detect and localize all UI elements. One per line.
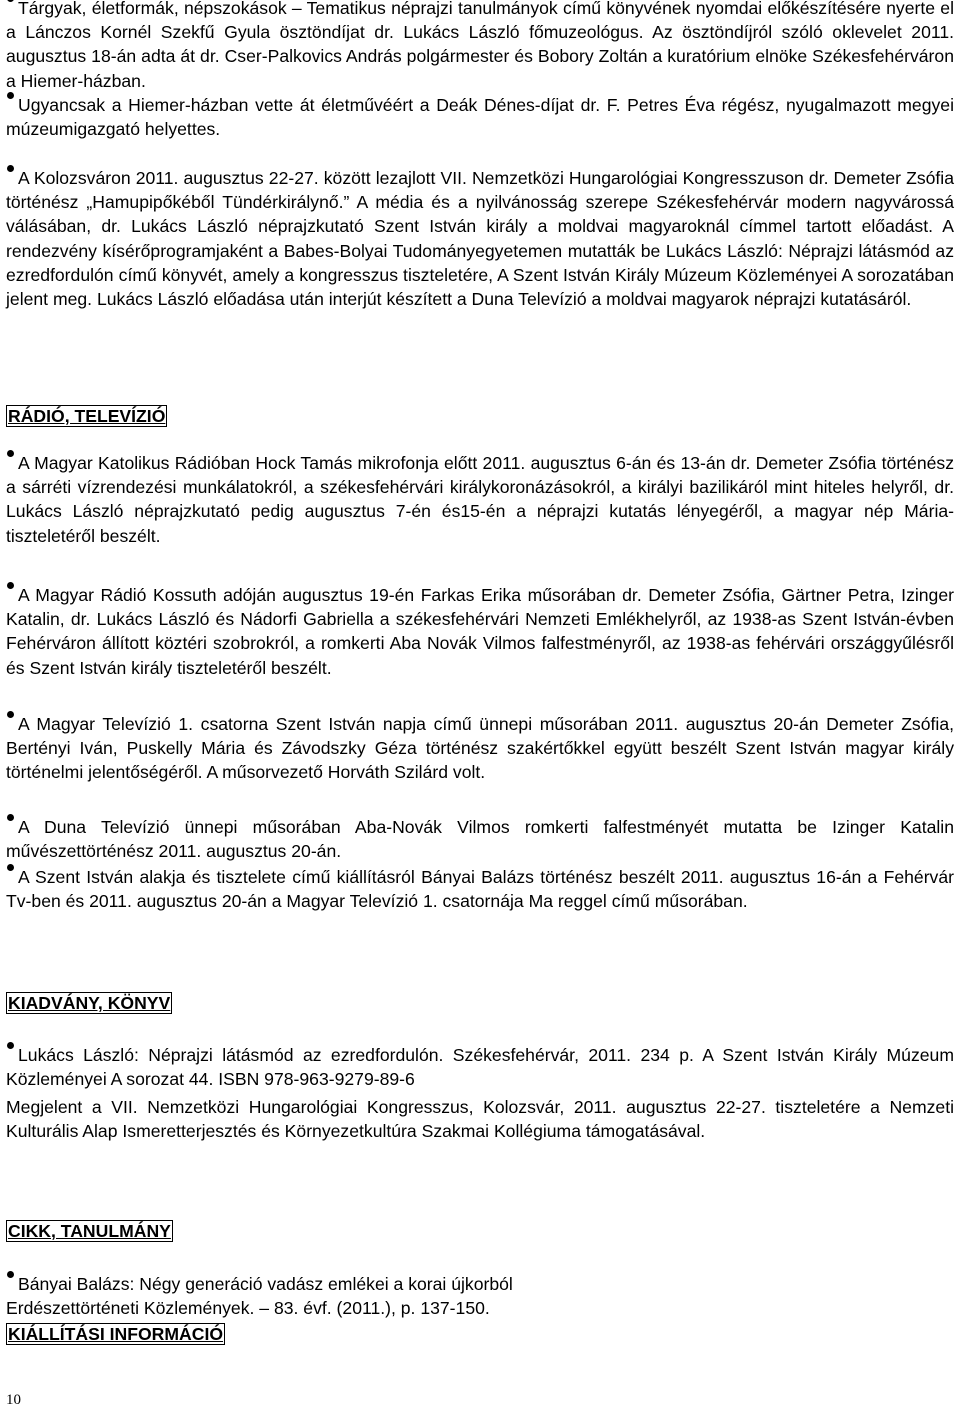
bullet-icon <box>6 1051 16 1061</box>
bullet-icon <box>6 873 16 883</box>
paragraph-text: Tárgyak, életformák, népszokások – Tematikus néprajzi tanulmányok című könyvének nyomdai előkészítésére nyerte el a Lánczos Kornél Szekfű Gyula ösztöndíjat dr. Lukács László főmuzeológus. Az ösztöndíjról szóló oklevelet 2011. augusztus 18-án adta át dr. Cser-Palkovics András polgármester és Bobory Zoltán a kuratórium elnöke Székesfehérváron a Hiemer-házban. <box>6 0 954 91</box>
paragraph-scholarship <box>6 0 954 93</box>
paragraph-text: Megjelent a VII. Nemzetközi Hungarológiai Kongresszus, Kolozsvár, 2011. augusztus 22-27. tiszteletére a Nemzeti Kulturális Alap Ismeretterjesztés és Környezetkultúra Szakmai Kollégiuma támogatásával. <box>6 1097 954 1142</box>
paragraph-mtv1 <box>6 712 954 785</box>
paragraph-text: Lukács László: Néprajzi látásmód az ezredfordulón. Székesfehérvár, 2011. 234 p. A Szent István Király Múzeum Közleményei A sorozat 44. ISBN 978-963-9279-89-6 <box>6 1045 954 1090</box>
page-number: 10 <box>6 1392 21 1408</box>
bullet-icon <box>6 174 16 184</box>
paragraph-text: A Duna Televízió ünnepi műsorában Aba-Novák Vilmos romkerti falfestményét mutatta be Izinger Katalin művészettörténész 2011. augusztus 20-án. <box>6 817 954 862</box>
paragraph-book <box>6 1043 954 1091</box>
bullet-icon <box>6 1280 16 1290</box>
bullet-icon <box>6 591 16 601</box>
paragraph-article-source <box>6 1296 954 1320</box>
paragraph-kossuth-radio <box>6 583 954 680</box>
section-heading-radio-tv: RÁDIÓ, TELEVÍZIÓ <box>8 406 166 426</box>
paragraph-congress <box>6 166 954 311</box>
paragraph-text: A Magyar Katolikus Rádióban Hock Tamás mikrofonja előtt 2011. augusztus 6-án és 13-án dr. Demeter Zsófia történész a sárréti vízrendezési munkálatokról, a székesfehérvári királykoronázásokról, a királyi bazilikáról mint hiteles helyről, dr. Lukács László néprajzkutató pedig augusztus 7-én és15-én a néprajzi kutatás lényegéről, a magyar nép Mária-tiszteletéről beszélt. <box>6 453 954 546</box>
paragraph-text: Bányai Balázs: Négy generáció vadász emlékei a korai újkorból <box>18 1274 513 1294</box>
bullet-icon <box>6 101 16 111</box>
paragraph-book-note <box>6 1095 954 1143</box>
paragraph-text: A Kolozsváron 2011. augusztus 22-27. között lezajlott VII. Nemzetközi Hungarológiai Kongresszuson dr. Demeter Zsófia történész „Hamupipőkéből Tündérkirálynő.” A média és a nyilvánosság szerepe Székesfehérvár modern nagyvárossá válásában, dr. Lukács László néprajzkutató Szent István király a moldvai magyaroknál címmel tartott előadást. A rendezvény kísérőprogramjaként a Babes-Bolyai Tudományegyetemen mutatták be Lukács László: Néprajzi látásmód az ezredfordulón című könyvét, amely a kongresszus tiszteletére, A Szent István Király Múzeum Közleményei A sorozatában jelent meg. Lukács László előadása után interjút készített a Duna Televízió a moldvai magyarok néprajzi kutatásáról. <box>6 168 954 310</box>
paragraph-catholic-radio <box>6 451 954 548</box>
section-heading-article: CIKK, TANULMÁNY <box>8 1221 171 1241</box>
paragraph-text: Ugyancsak a Hiemer-házban vette át életművéért a Deák Dénes-díjat dr. F. Petres Éva régész, nyugalmazott megyei múzeumigazgató helyettes. <box>6 95 954 140</box>
paragraph-text: A Magyar Rádió Kossuth adóján augusztus 19-én Farkas Erika műsorában dr. Demeter Zsófia, Gärtner Petra, Izinger Katalin, dr. Lukács László és Nádorfi Gabriella a székesfehérvári Nemzeti Emlékhelyről, az 1938-as Szent István-évben Fehérváron állított köztéri szobrokról, a romkerti Aba Novák Vilmos falfestményről, az 1938-as fehérvári országgyűlésről és Szent István király tiszteletéről beszélt. <box>6 585 954 678</box>
paragraph-text: A Magyar Televízió 1. csatorna Szent István napja című ünnepi műsorában 2011. augusztus 20-án Demeter Zsófia, Bertényi Iván, Puskelly Mária és Závodszky Géza történész szakértőkkel együtt beszélt Szent István magyar király történelmi jelentőségéről. A műsorvezető Horváth Szilárd volt. <box>6 714 954 783</box>
paragraph-exhibition-tv <box>6 865 954 913</box>
paragraph-duna-tv <box>6 815 954 863</box>
section-heading-exhibition: KIÁLLÍTÁSI INFORMÁCIÓ <box>8 1324 224 1344</box>
paragraph-article <box>6 1272 954 1296</box>
bullet-icon <box>6 823 16 833</box>
section-heading-publication: KIADVÁNY, KÖNYV <box>8 993 171 1013</box>
paragraph-deak-award <box>6 93 954 141</box>
bullet-icon <box>6 459 16 469</box>
bullet-icon <box>6 720 16 730</box>
paragraph-text: A Szent István alakja és tisztelete című kiállításról Bányai Balázs történész beszélt 2011. augusztus 16-án a Fehérvár Tv-ben és 2011. augusztus 20-án a Magyar Televízió 1. csatornája Ma reggel című műsorában. <box>6 867 954 912</box>
paragraph-text: Erdészettörténeti Közlemények. – 83. évf. (2011.), p. 137-150. <box>6 1298 490 1318</box>
bullet-icon <box>6 4 16 14</box>
